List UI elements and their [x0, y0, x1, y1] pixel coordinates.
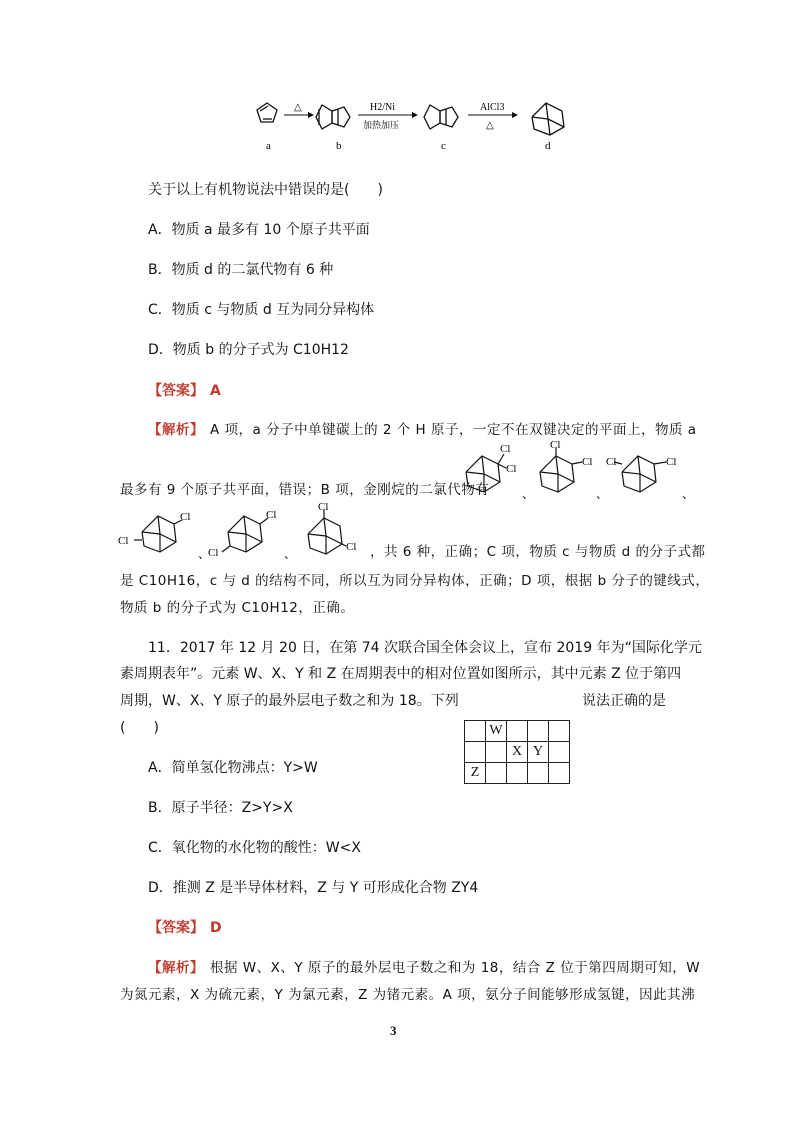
q11-answer	[148, 918, 222, 938]
separator: 、	[522, 487, 535, 500]
q10-option-b: B．物质 d 的二氯代物有 6 种	[148, 262, 334, 278]
grid-cell: X	[507, 742, 528, 763]
label-d: d	[545, 140, 551, 152]
grid-cell: Z	[465, 763, 486, 784]
analysis-tag: 【解析】	[148, 960, 204, 976]
q11-option-d: D．推测 Z 是半导体材料，Z 与 Y 可形成化合物 ZY4	[148, 880, 479, 896]
cl-label: Cl	[180, 511, 191, 523]
arrow3-top: AlCl3	[480, 102, 505, 113]
cl-label: Cl	[606, 456, 617, 468]
reaction-scheme	[250, 95, 580, 155]
dichloro-isomers-row1	[460, 440, 700, 500]
grid-cell	[486, 763, 507, 784]
cl-label: Cl	[118, 535, 129, 547]
grid-cell	[507, 721, 528, 742]
q10-option-c: C．物质 c 与物质 d 互为同分异构体	[148, 302, 375, 318]
separator: 、	[596, 487, 609, 500]
q10-analysis-line4: 是 C10H16，c 与 d 的结构不同，所以互为同分异构体，正确；D 项，根据 b 分子的键线式，	[120, 573, 710, 589]
analysis-tag: 【解析】	[148, 422, 204, 438]
grid-cell	[465, 721, 486, 742]
grid-cell	[528, 721, 549, 742]
cl-label: Cl	[266, 509, 277, 521]
dichloro-isomers-row2	[118, 500, 368, 570]
grid-cell	[549, 742, 570, 763]
q11-analysis-line2: 为氮元素，X 为硫元素，Y 为氯元素，Z 为锗元素。A 项，氨分子间能够形成氢键，因此其沸	[120, 987, 696, 1003]
q10-analysis-line2: 最多有 9 个原子共平面，错误；B 项，金刚烷的二氯代物有	[120, 482, 490, 498]
q11-option-a: A．简单氢化物沸点：Y>W	[148, 760, 318, 776]
grid-cell	[549, 763, 570, 784]
q11-option-b: B．原子半径：Z>Y>X	[148, 800, 293, 816]
separator: 、	[284, 547, 297, 561]
q10-analysis-line3: ，共 6 种，正确；C 项，物质 c 与物质 d 的分子式都	[370, 544, 706, 560]
grid-cell: Y	[528, 742, 549, 763]
molecule-c	[424, 105, 458, 129]
grid-cell	[528, 763, 549, 784]
q11-option-c: C．氧化物的水化物的酸性：W<X	[148, 840, 361, 856]
q11-stem-line1: 11．2017 年 12 月 20 日，在第 74 次联合国全体会议上，宣布 2019 年为“国际化学元	[148, 640, 702, 656]
answer-tag: 【答案】	[148, 920, 204, 936]
grid-cell	[465, 742, 486, 763]
cl-label: Cl	[666, 456, 677, 468]
cl-label: Cl	[582, 456, 593, 468]
q10-analysis-line5: 物质 b 的分子式为 C10H12，正确。	[120, 600, 355, 616]
periodic-table-fragment	[464, 720, 570, 784]
q11-stem-line3: 周期，W、X、Y 原子的最外层电子数之和为 18。下列	[120, 693, 459, 709]
label-a: a	[266, 140, 271, 152]
q10-analysis-line1: 【解析】 A 项，a 分子中单键碳上的 2 个 H 原子，一定不在双键决定的平面上，物质 a	[148, 422, 697, 438]
label-c: c	[441, 140, 446, 152]
q11-analysis-line1: 【解析】 根据 W、X、Y 原子的最外层电子数之和为 18，结合 Z 位于第四周期可知，W	[148, 960, 701, 976]
answer-value: D	[210, 920, 222, 936]
separator: 、	[682, 487, 695, 500]
answer-value: A	[210, 383, 221, 399]
molecule-a	[257, 103, 277, 122]
cl-label: Cl	[550, 440, 561, 451]
grid-cell	[549, 721, 570, 742]
q11-stem-line2: 素周期表年”。元素 W、X、Y 和 Z 在周期表中的相对位置如图所示，其中元素 Z 位于第四	[120, 666, 682, 682]
molecule-b	[316, 105, 350, 129]
grid-cell: W	[486, 721, 507, 742]
q10-stem: 关于以上有机物说法中错误的是( )	[148, 182, 383, 198]
cl-label: Cl	[346, 541, 357, 553]
molecule-d	[532, 103, 564, 135]
arrow1-top: △	[294, 102, 302, 113]
cl-label: Cl	[506, 463, 517, 475]
q11-stem-line3-tail: 说法正确的是	[582, 693, 666, 709]
answer-tag: 【答案】	[148, 383, 204, 399]
q10-option-d: D．物质 b 的分子式为 C10H12	[148, 342, 349, 358]
label-b: b	[336, 140, 342, 152]
arrow2-bottom: 加热加压	[363, 121, 400, 131]
separator: 、	[198, 547, 211, 561]
page-number: 3	[390, 1023, 397, 1038]
arrow3-bottom: △	[486, 120, 494, 131]
cl-label: Cl	[318, 501, 329, 513]
q10-option-a: A．物质 a 最多有 10 个原子共平面	[148, 222, 370, 238]
cl-label: Cl	[208, 547, 219, 559]
cl-label: Cl	[500, 443, 511, 455]
q11-paren: ( )	[120, 720, 159, 736]
grid-cell	[507, 763, 528, 784]
grid-cell	[486, 742, 507, 763]
arrow2-top: H2/Ni	[370, 102, 395, 113]
q10-answer	[148, 381, 221, 401]
